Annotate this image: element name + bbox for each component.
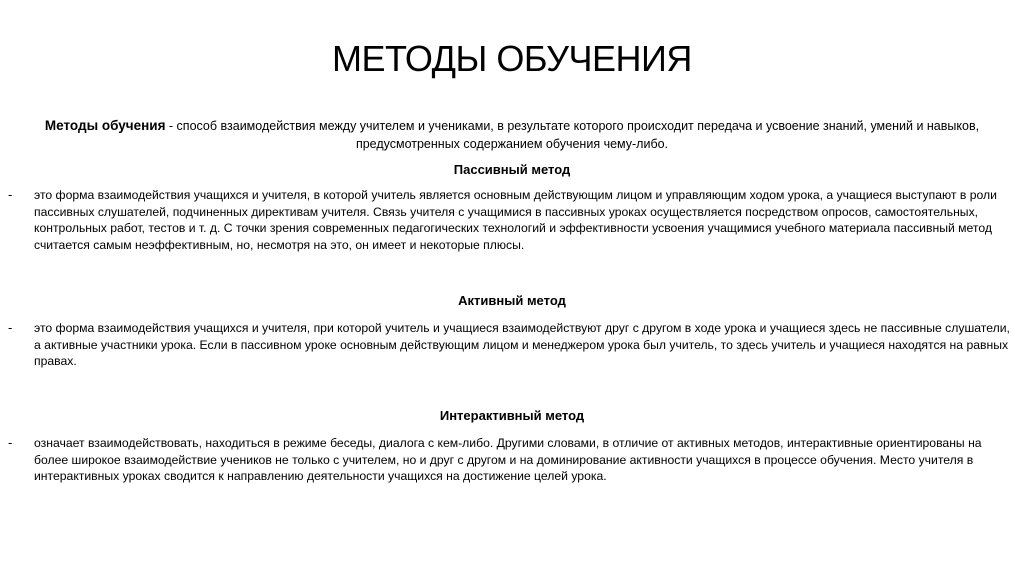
section-text-active: это форма взаимодействия учащихся и учителя, при которой учитель и учащиеся взаимодействуют друг с другом в ходе урока и учащиеся здесь не пассивные слушатели, а активные участники урока. Если в пассивном уроке основным действующим лицом и менеджером урока был учитель, то здесь учитель и учащиеся находятся на равных правах. [34,321,1010,368]
section-text-interactive: означает взаимодействовать, находиться в режиме беседы, диалога с кем-либо. Другими словами, в отличие от активных методов, интерактивные ориентированы на более широкое взаимодействие учеников не только с учителем, но и друг с другом и на доминирование активности учащихся в процессе обучения. Место учителя в интерактивных уроках сводится к направлению деятельности учащихся на достижение целей урока. [34,436,982,483]
bullet-interactive: - [8,435,13,450]
section-heading-active: Активный метод [458,293,566,308]
intro-paragraph [20,117,1004,153]
section-text-passive: это форма взаимодействия учащихся и учителя, в которой учитель является основным действующим лицом и управляющим ходом урока, а учащиеся выступают в роли пассивных слушателей, подчиненных директивам учителя. Связь учителя с учащимися в пассивных уроках осуществляется посредством опросов, самостоятельных, контрольных работ, тестов и т. д. С точки зрения современных педагогических технологий и эффективности усвоения учащимися учебного материала пассивный метод считается самым неэффективным, но, несмотря на это, он имеет и некоторые плюсы. [34,188,997,252]
bullet-active: - [8,320,13,335]
bullet-passive: - [8,187,13,202]
intro-term: Методы обучения [44,118,166,133]
slide-title: МЕТОДЫ ОБУЧЕНИЯ [332,38,692,79]
intro-definition: - способ взаимодействия между учителем и учениками, в результате которого происходит передача и усвоение знаний, умений и навыков, предусмотренных содержанием обучения чему-либо. [165,119,980,151]
section-heading-interactive: Интерактивный метод [439,408,585,423]
section-heading-passive: Пассивный метод [453,162,571,177]
